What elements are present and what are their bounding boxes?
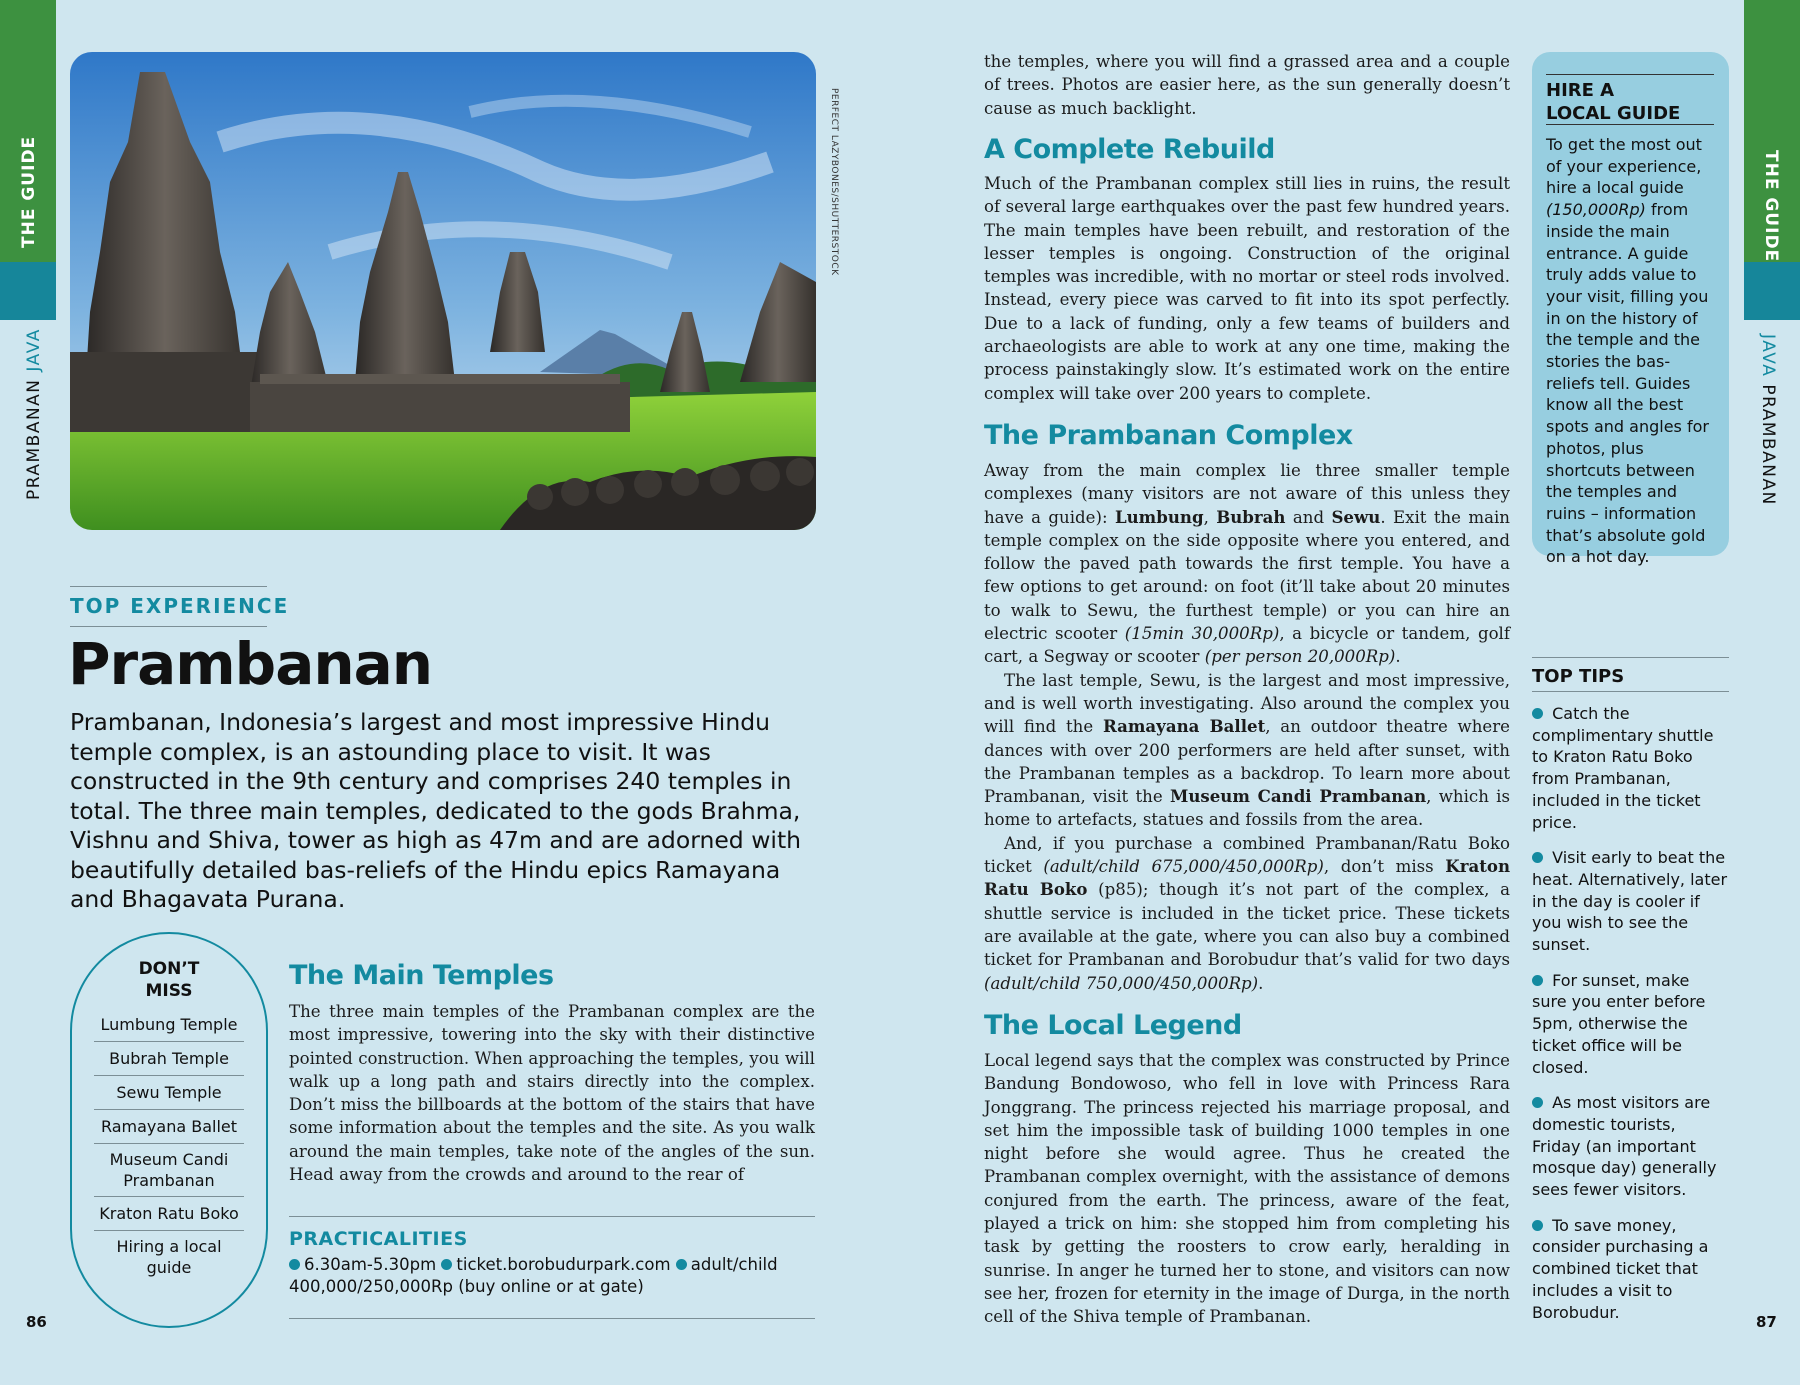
practicalities-rule-top <box>289 1216 815 1217</box>
dont-miss-heading <box>72 958 266 1002</box>
dont-miss-box <box>70 932 268 1328</box>
dont-miss-heading-line2: MISS <box>145 981 193 1001</box>
main-temples-body <box>289 1000 815 1186</box>
kicker-rule-bottom <box>70 626 267 627</box>
running-head-place: PRAMBANAN <box>1758 384 1778 506</box>
tip-item: To save money, consider purchasing a combined ticket that includes a visit to Borobudur. <box>1532 1215 1709 1322</box>
page-number-right: 87 <box>1756 1313 1777 1331</box>
left-tab-label: THE GUIDE <box>19 135 39 248</box>
main-temples-heading: The Main Temples <box>289 960 554 991</box>
kraton-ratu-boko-name: Kraton Ratu Boko <box>984 856 1511 900</box>
top-tips-heading: TOP TIPS <box>1532 657 1729 692</box>
tip-item: As most visitors are domestic tourists, Friday (an important mosque day) generally sees fewer visitors. <box>1532 1093 1717 1200</box>
bullet-dot-icon <box>676 1259 687 1270</box>
bullet-dot-icon <box>1532 1220 1543 1231</box>
hire-guide-body: To get the most out of your experience, hire a local guide (150,000Rp) from inside the main entrance. A guide truly adds value to your visit, filling you in on the history of the temple and the stories the bas-reliefs tell. Guides know all the best spots and angles for photos, plus shortcuts between the temples and ruins – information that’s absolute gold on a hot day. <box>1546 135 1709 567</box>
right-section-tab <box>1744 262 1800 320</box>
practicalities-rule-bottom <box>289 1318 815 1319</box>
continued-text <box>984 50 1510 120</box>
museum-name: Museum Candi Prambanan <box>1169 786 1427 807</box>
hire-guide-box <box>1532 52 1729 567</box>
complete-rebuild-body <box>984 172 1510 405</box>
bullet-dot-icon <box>289 1259 300 1270</box>
hire-guide-heading-line2: LOCAL GUIDE <box>1546 103 1681 124</box>
running-head-place: PRAMBANAN <box>24 378 44 500</box>
dont-miss-item: Bubrah Temple <box>94 1041 244 1075</box>
complex-paragraph-3: And, if you purchase a combined Prambanan/Ratu Boko ticket (adult/child 675,000/450,000Rp), don’t miss Kraton Ratu Boko (p85); though it’s not part of the complex, a shuttle service is included in the ticket price. These tickets are available at the gate, where you can also buy a combined ticket for Prambanan and Borobudur that’s valid for two days (adult/child 750,000/450,000Rp). <box>984 833 1511 993</box>
complex-paragraph-2: The last temple, Sewu, is the largest and most impressive, and is well worth investigating. Also around the complex you will find the Ramayana Ballet, an outdoor theatre where dances with over 200 performers are held after sunset, with the Prambanan temples as a backdrop. To learn more about Prambanan, visit the Museum Candi Prambanan, which is home to artefacts, statues and fossils from the area. <box>984 670 1510 830</box>
bullet-dot-icon <box>441 1259 452 1270</box>
kicker-rule-top <box>70 586 267 587</box>
temple-name-lumbung: Lumbung <box>1114 506 1204 527</box>
practicalities-body <box>289 1254 809 1298</box>
prambanan-complex-heading: The Prambanan Complex <box>984 420 1353 451</box>
left-section-tab <box>0 262 56 320</box>
temple-name-bubrah: Bubrah <box>1216 506 1286 527</box>
bullet-dot-icon <box>1532 1097 1543 1108</box>
running-head-region: JAVA <box>1758 334 1778 378</box>
tip-item: For sunset, make sure you enter before 5pm, otherwise the ticket office will be closed. <box>1532 970 1706 1077</box>
website-link[interactable]: ticket.borobudurpark.com <box>456 1255 671 1274</box>
ramayana-ballet-name: Ramayana Ballet <box>1102 716 1266 737</box>
page-title: Prambanan <box>68 630 433 698</box>
dont-miss-item: Kraton Ratu Boko <box>94 1196 244 1230</box>
temple-name-sewu: Sewu <box>1331 506 1381 527</box>
ticket-price: 400,000/250,000Rp (buy online or at gate) <box>289 1277 644 1296</box>
bullet-dot-icon <box>1532 852 1543 863</box>
dont-miss-item: Museum Candi Prambanan <box>94 1143 244 1196</box>
right-tab-label: THE GUIDE <box>1761 150 1781 263</box>
right-running-head <box>1758 334 1778 506</box>
complex-paragraph-1: Away from the main complex lie three smaller temple complexes (many visitors are not aware of this unless they have a guide): Lumbung, Bubrah and Sewu. Exit the main temple complex on the side opposite where you entered, and follow the paved path towards the first temple. You have a few options to get around: on foot (it’ll take about 20 minutes to walk to Sewu, the furthest temple) or you can hire an electric scooter (15min 30,000Rp), a bicycle or tandem, golf cart, a Segway or scooter (per person 20,000Rp). <box>984 461 1511 667</box>
dont-miss-item: Hiring a local guide <box>94 1230 244 1283</box>
tip-item: Catch the complimentary shuttle to Kraton Ratu Boko from Prambanan, included in the ticket price. <box>1532 704 1714 832</box>
top-tips-list <box>1532 703 1728 1337</box>
hire-guide-heading <box>1546 74 1714 125</box>
price-label: adult/child <box>690 1255 778 1274</box>
local-legend-body <box>984 1049 1510 1329</box>
bullet-dot-icon <box>1532 708 1543 719</box>
local-legend-heading: The Local Legend <box>984 1010 1242 1041</box>
dont-miss-item: Ramayana Ballet <box>94 1109 244 1143</box>
dont-miss-list <box>94 1008 244 1283</box>
hire-guide-heading-line1: HIRE A <box>1546 80 1615 101</box>
running-head-region: JAVA <box>24 328 44 372</box>
tip-item: Visit early to beat the heat. Alternatively, later in the day is cooler if you wish to see the sunset. <box>1532 848 1728 955</box>
dont-miss-item: Lumbung Temple <box>100 1015 238 1034</box>
main-temples-paragraph: The three main temples of the Prambanan complex are the most impressive, towering into the sky with their distinctive pointed construction. When approaching the temples, you will walk up a long path and stairs directly into the complex. Don’t miss the billboards at the bottom of the stairs that have some information about the temples and the site. As you walk around the main temples, take note of the angles of the sun. Head away from the crowds and around to the rear of <box>289 1002 815 1185</box>
local-legend-paragraph: Local legend says that the complex was constructed by Prince Bandung Bondowoso, who fell in love with Princess Rara Jonggrang. The princess rejected his marriage proposal, and set him the impossible task of building 1000 temples in one night before she would agree. Thus he created the Prambanan complex overnight, with the assistance of demons conjured from the earth. The princess, aware of the feat, played a trick on him: she stopped him from completing his task by getting the roosters to crow early, heralding in sunrise. In anger he turned her to stone, and visitors can now see her, frozen for eternity in the image of Durga, in the north cell of the Shiva temple of Prambanan. <box>984 1051 1510 1327</box>
complete-rebuild-heading: A Complete Rebuild <box>984 134 1275 165</box>
continued-paragraph: the temples, where you will find a grassed area and a couple of trees. Photos are easier here, as the sun generally doesn’t cause as much backlight. <box>984 52 1510 118</box>
kicker: TOP EXPERIENCE <box>70 594 290 618</box>
dont-miss-item: Sewu Temple <box>94 1075 244 1109</box>
complete-rebuild-paragraph: Much of the Prambanan complex still lies in ruins, the result of several large earthquakes over the past few hundred years. The main temples have been rebuilt, and restoration of the lesser temples is ongoing. Construction of the original temples was incredible, with no mortar or steel rods involved. Instead, every piece was carved to fit into its spot perfectly. Due to a lack of funding, only a few teams of builders and archaeologists are able to work at any one time, making the process painstakingly slow. It’s estimated work on the entire complex will take over 200 years to complete. <box>984 174 1510 403</box>
prambanan-complex-body <box>984 459 1510 995</box>
prambanan-temple-photo <box>70 52 816 530</box>
dont-miss-heading-line1: DON’T <box>138 959 200 979</box>
intro-paragraph: Prambanan, Indonesia’s largest and most impressive Hindu temple complex, is an astounding place to visit. It was constructed in the 9th century and comprises 240 temples in total. The three main temples, dedicated to the gods Brahma, Vishnu and Shiva, tower as high as 47m and are adorned with beautifully detailed bas-reliefs of the Hindu epics Ramayana and Bhagavata Purana. <box>70 708 802 913</box>
page-number-left: 86 <box>26 1313 47 1331</box>
photo-credit: PERFECT LAZYBONES/SHUTTERSTOCK <box>829 88 839 276</box>
bullet-dot-icon <box>1532 975 1543 986</box>
opening-hours: 6.30am-5.30pm <box>304 1255 437 1274</box>
left-running-head <box>24 328 44 500</box>
practicalities-heading: PRACTICALITIES <box>289 1228 468 1250</box>
hire-guide-rule <box>1546 124 1714 125</box>
